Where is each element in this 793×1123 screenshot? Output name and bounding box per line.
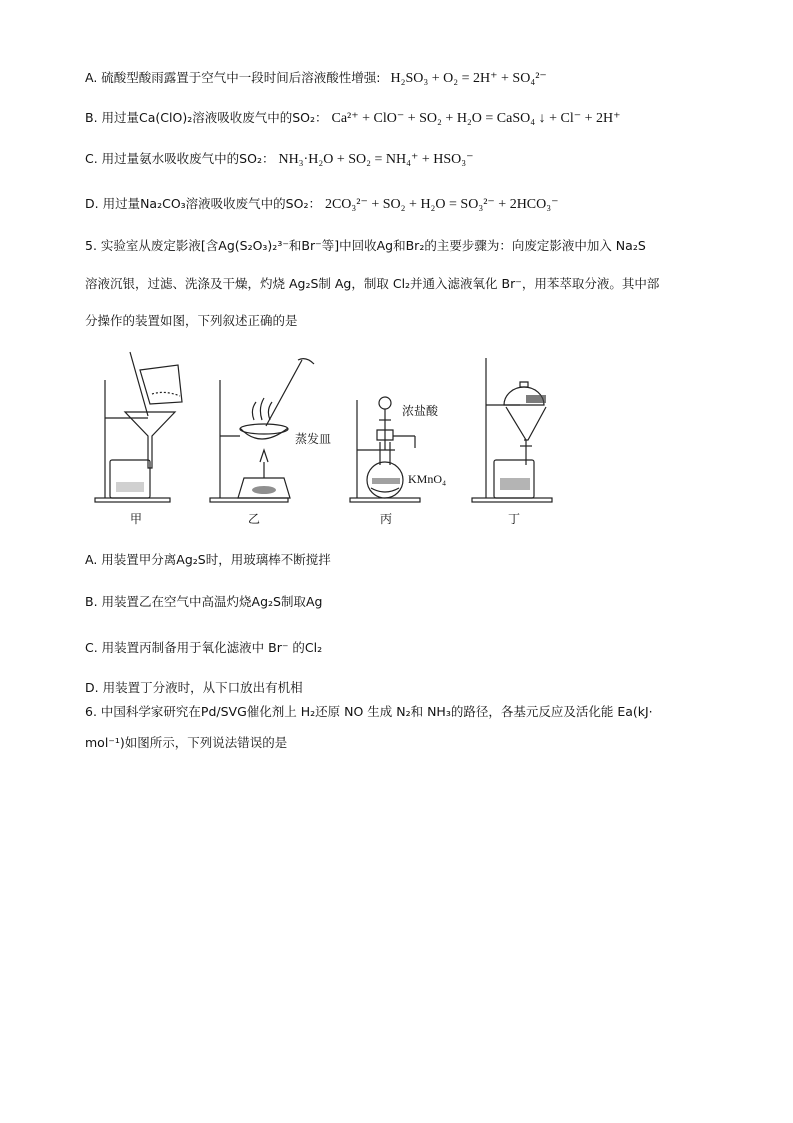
option-text: A. 硫酸型酸雨露置于空气中一段时间后溶液酸性增强: [85,70,381,85]
label-ding: 丁 [508,512,521,526]
apparatus-figure [90,350,570,530]
option-text: B. 用过量Ca(ClO)₂溶液吸收废气中的SO₂： [85,110,328,125]
question-5-option-b: B. 用装置乙在空气中高温灼烧Ag₂S制取Ag [85,594,323,609]
label-evaporating-dish: 蒸发皿 [295,432,332,446]
question-5-line-1: 5. 实验室从废定影液[含Ag(S₂O₃)₂³⁻和Br⁻等]中回收Ag和Br₂的主要步骤为：向废定影液中加入 Na₂S [85,238,646,253]
question-5-option-a: A. 用装置甲分离Ag₂S时，用玻璃棒不断搅拌 [85,552,331,567]
equation: Ca²⁺ + ClO⁻ + SO₂ + H₂O = CaSO₄ ↓ + Cl⁻ + 2H⁺ [331,111,621,126]
option-text: C. 用过量氨水吸收废气中的SO₂： [85,151,275,166]
question-5-line-2: 溶液沉银，过滤、洗涤及干燥，灼烧 Ag₂S制 Ag，制取 Cl₂并通入滤液氧化 Br⁻，用苯萃取分液。其中部 [85,276,660,291]
option-a-q4 [85,70,547,87]
option-d-q4 [85,196,559,213]
question-5-option-d: D. 用装置丁分液时，从下口放出有机相 [85,680,303,695]
option-c-q4 [85,151,474,168]
question-5-line-3: 分操作的装置如图，下列叙述正确的是 [85,313,298,328]
label-conc-hcl: 浓盐酸 [402,404,439,418]
equation: NH₃·H₂O + SO₂ = NH₄⁺ + HSO₃⁻ [278,152,474,167]
equation: 2CO₃²⁻ + SO₂ + H₂O = SO₃²⁻ + 2HCO₃⁻ [324,197,559,212]
label-jia: 甲 [130,512,143,526]
option-text: D. 用过量Na₂CO₃溶液吸收废气中的SO₂： [85,196,321,211]
label-kmno4: KMnO₄ [408,472,447,486]
equation: H₂SO₃ + O₂ = 2H⁺ + SO₄²⁻ [390,71,547,86]
question-6-line-2: mol⁻¹)如图所示，下列说法错误的是 [85,735,288,750]
label-yi: 乙 [248,512,261,526]
option-b-q4 [85,110,621,127]
question-6-line-1: 6. 中国科学家研究在Pd/SVG催化剂上 H₂还原 NO 生成 N₂和 NH₃的路径，各基元反应及活化能 Ea(kJ· [85,704,653,719]
label-bing: 丙 [380,512,393,526]
filtration-apparatus [95,352,182,502]
question-5-option-c: C. 用装置丙制备用于氧化滤液中 Br⁻ 的Cl₂ [85,640,323,655]
